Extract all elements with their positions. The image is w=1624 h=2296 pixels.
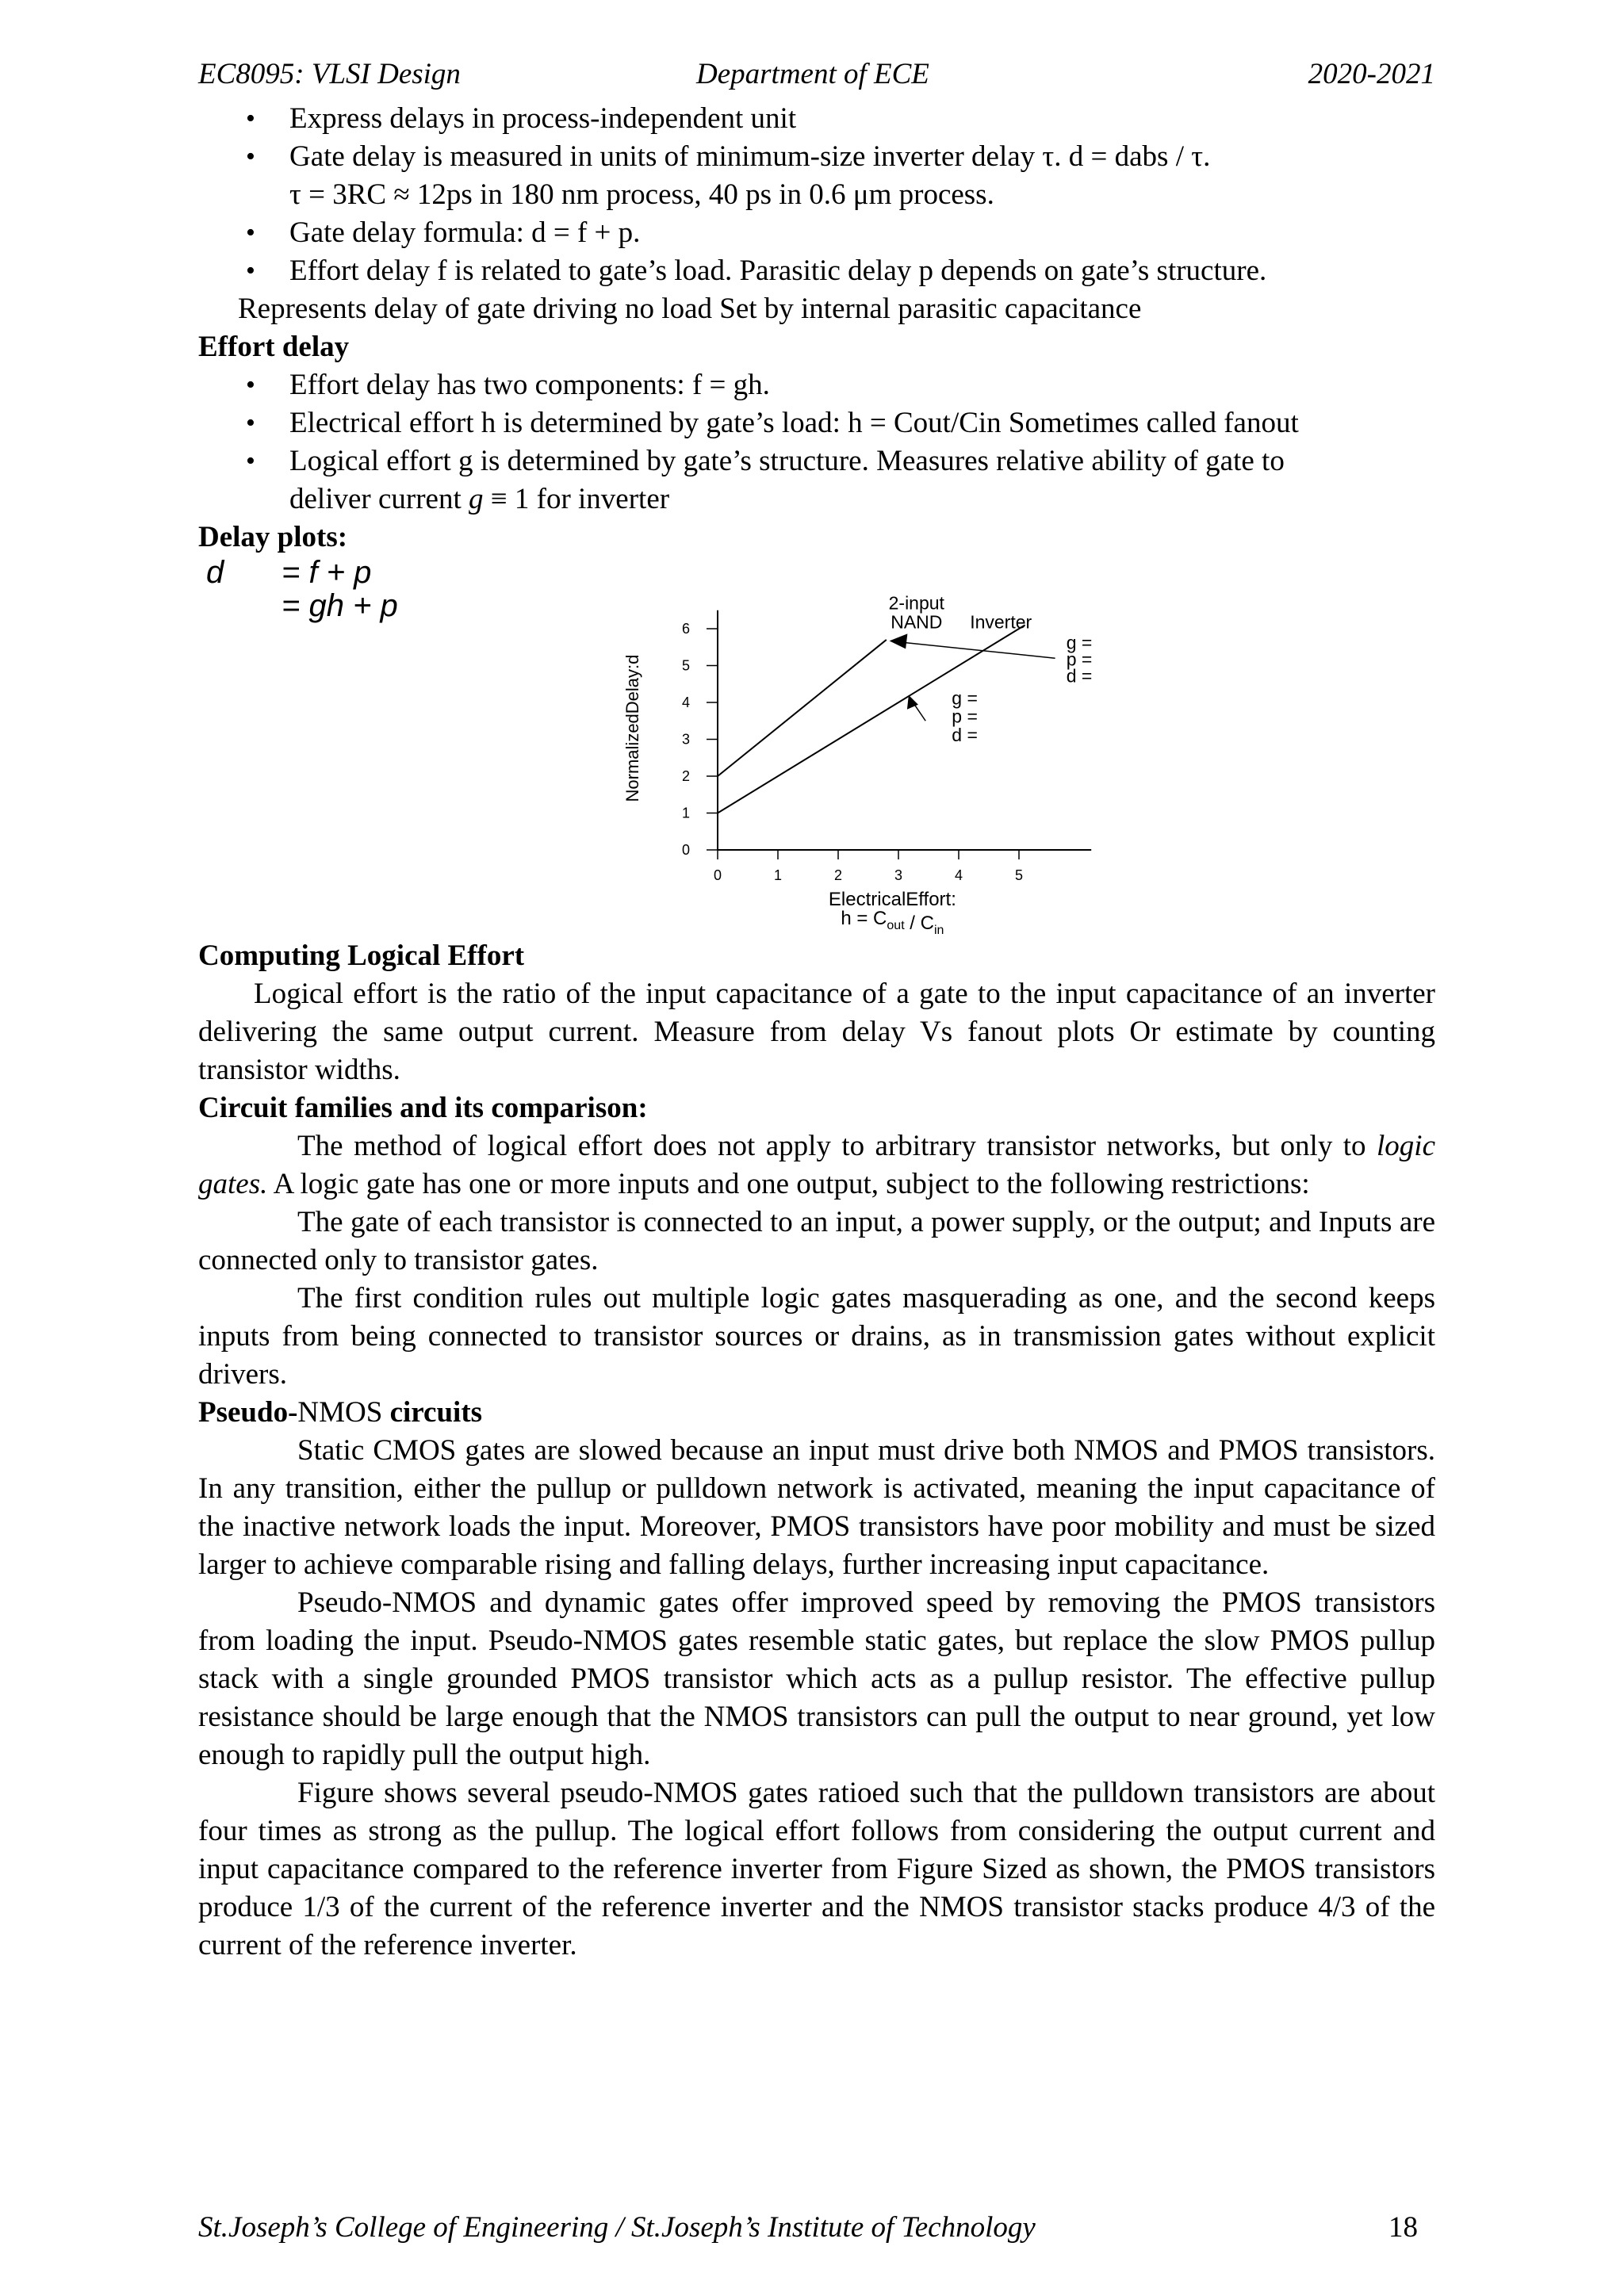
header-course: EC8095: VLSI Design: [198, 58, 461, 90]
bullet-gate-delay-text: Gate delay is measured in units of minimum-size inverter delay τ. d = dabs / τ.: [289, 140, 1211, 173]
circuit-families-para-3: The first condition rules out multiple logic gates masquerading as one, and the second keeps inputs from being connected to transistor sources or drains, as in transmission gates without explicit drivers.: [198, 1282, 1435, 1391]
y-tick-label: 4: [681, 695, 691, 710]
bullet-process-independent: • Express delays in process-independent unit: [198, 100, 1435, 138]
formula-line-1: [206, 553, 371, 591]
delay-plots-heading: Delay plots:: [198, 521, 348, 553]
pseudo-nmos-para-3: Figure shows several pseudo-NMOS gates ratioed such that the pulldown transistors are about four times as strong as the pullup. The logical effort follows from considering the output current and input capacitance compared to the reference inverter from Figure Sized as shown, the PMOS transistors produce 1/3 of the current of the reference inverter and the NMOS transistor stacks produce 4/3 of the current of the reference inverter.: [198, 1777, 1435, 1961]
page-content: [198, 100, 1435, 1965]
formula-lhs: d: [206, 555, 224, 590]
pseudo-nmos-para-2: Pseudo-NMOS and dynamic gates offer improved speed by removing the PMOS transistors from loading the input. Pseudo-NMOS gates resemble static gates, but replace the slow PMOS pullup stack with a single grounded PMOS transistor which acts as a pullup resistor. The effective pullup resistance should be large enough that the NMOS transistors can pull the output to near ground, yet low enough to rapidly pull the output high.: [198, 1586, 1435, 1771]
y-axis-label: NormalizedDelay:d: [622, 654, 642, 802]
y-tick-label: 1: [681, 805, 691, 821]
y-tick-label: 0: [681, 842, 691, 858]
delay-chart: [539, 557, 1094, 937]
x-tick-label: 5: [1014, 867, 1024, 883]
x-axis-label-line1: ElectricalEffort:: [828, 889, 956, 910]
logical-effort-text: Logical effort g is determined by gate’s structure. Measures relative ability of gate to: [289, 445, 1285, 477]
formula-line-2: = gh + p: [282, 588, 398, 623]
nand-label-line1: 2-input: [888, 592, 944, 614]
formula-rhs-1: = f + p: [282, 555, 372, 590]
pseudo-heading-b: NMOS: [297, 1396, 383, 1429]
bullet-gate-delay-formula: • Gate delay formula: d = f + p.: [198, 214, 1435, 252]
x-axis-label-line2: $h = C_{out} / C_{in}$: [841, 908, 944, 937]
upper-g-label: g =: [1066, 632, 1093, 653]
pseudo-nmos-heading: [198, 1394, 1435, 1432]
footer-institution: St.Joseph’s College of Engineering / St.Joseph’s Institute of Technology: [198, 2211, 1036, 2244]
parasitic-note: Represents delay of gate driving no load Set by internal parasitic capacitance: [238, 293, 1142, 325]
lower-g-label: g =: [952, 687, 978, 709]
y-tick-label: 2: [681, 768, 691, 784]
tau-line: τ = 3RC ≈ 12ps in 180 nm process, 40 ps in 0.6 μm process.: [289, 178, 994, 211]
header-year: 2020-2021: [1308, 58, 1435, 90]
pseudo-nmos-para-1: Static CMOS gates are slowed because an input must drive both NMOS and PMOS transistors. In any transition, either the pullup or pulldown network is activated, meaning the input capacitance of the inactive network loads the input. Moreover, PMOS transistors have poor mobility and must be sized larger to achieve comparable rising and falling delays, further increasing input capacitance.: [198, 1434, 1435, 1581]
header-department: Department of ECE: [696, 58, 929, 90]
effort-delay-heading: Effort delay: [198, 331, 350, 363]
x-tick-label: 1: [773, 867, 783, 883]
y-tick-label: 6: [681, 621, 691, 637]
effort-delay-bullets: [198, 366, 1435, 519]
bullet-gate-delay-unit: [198, 138, 1435, 214]
intro-bullets: [198, 100, 1435, 290]
upper-d-label: d =: [1066, 665, 1093, 687]
nand-label-line2: NAND: [891, 611, 943, 633]
page-header: [198, 57, 1435, 94]
bullet-effort-parasitic: • Effort delay f is related to gate’s load. Parasitic delay p depends on gate’s structure.: [198, 252, 1435, 290]
cf-p1-logic-gates: logic gates.: [198, 1130, 1435, 1200]
logical-effort-cont-g: g: [469, 483, 484, 515]
x-tick-label: 2: [833, 867, 843, 883]
pseudo-heading-a: Pseudo-: [198, 1396, 298, 1429]
upper-p-label: p =: [1066, 649, 1093, 670]
computing-logical-effort-para: Logical effort is the ratio of the input capacitance of a gate to the input capacitance of an inverter delivering the same output current. Measure from delay Vs fanout plots Or estimate by counting transistor widths.: [198, 978, 1435, 1086]
logical-effort-cont-a: deliver current: [289, 483, 469, 515]
delay-plot-block: [198, 557, 1435, 937]
page-footer: [198, 2210, 1435, 2247]
bullet-two-components: • Effort delay has two components: f = gh.: [198, 366, 1435, 404]
inverter-label: Inverter: [970, 611, 1032, 633]
computing-logical-effort-heading: Computing Logical Effort: [198, 939, 525, 972]
circuit-families-para-1: [198, 1127, 1435, 1203]
pseudo-heading-c: circuits: [382, 1396, 483, 1429]
x-tick-label: 4: [954, 867, 963, 883]
circuit-families-para-2: The gate of each transistor is connected to an input, a power supply, or the output; and Inputs are connected only to transistor gates.: [198, 1206, 1435, 1276]
page-number: 18: [1388, 2211, 1418, 2244]
logical-effort-cont-b: ≡ 1 for inverter: [483, 483, 670, 515]
x-tick-label: 3: [894, 867, 903, 883]
y-tick-label: 3: [681, 731, 691, 748]
nand-line: [718, 640, 887, 776]
inverter-line: [718, 625, 1025, 813]
cf-p1-b: A logic gate has one or more inputs and one output, subject to the following restrictions:: [267, 1168, 1310, 1200]
bullet-logical-effort: [198, 442, 1435, 519]
circuit-families-heading: Circuit families and its comparison:: [198, 1092, 648, 1124]
bullet-electrical-effort: • Electrical effort h is determined by gate’s load: h = Cout/Cin Sometimes called fanout: [198, 404, 1435, 442]
nand-pointer-head: [890, 633, 908, 649]
lower-d-label: d =: [952, 724, 978, 745]
lower-p-label: p =: [952, 706, 978, 727]
y-tick-label: 5: [681, 657, 691, 674]
cf-p1-a: The method of logical effort does not apply to arbitrary transistor networks, but only to: [297, 1130, 1377, 1162]
x-tick-label: 0: [713, 867, 722, 883]
